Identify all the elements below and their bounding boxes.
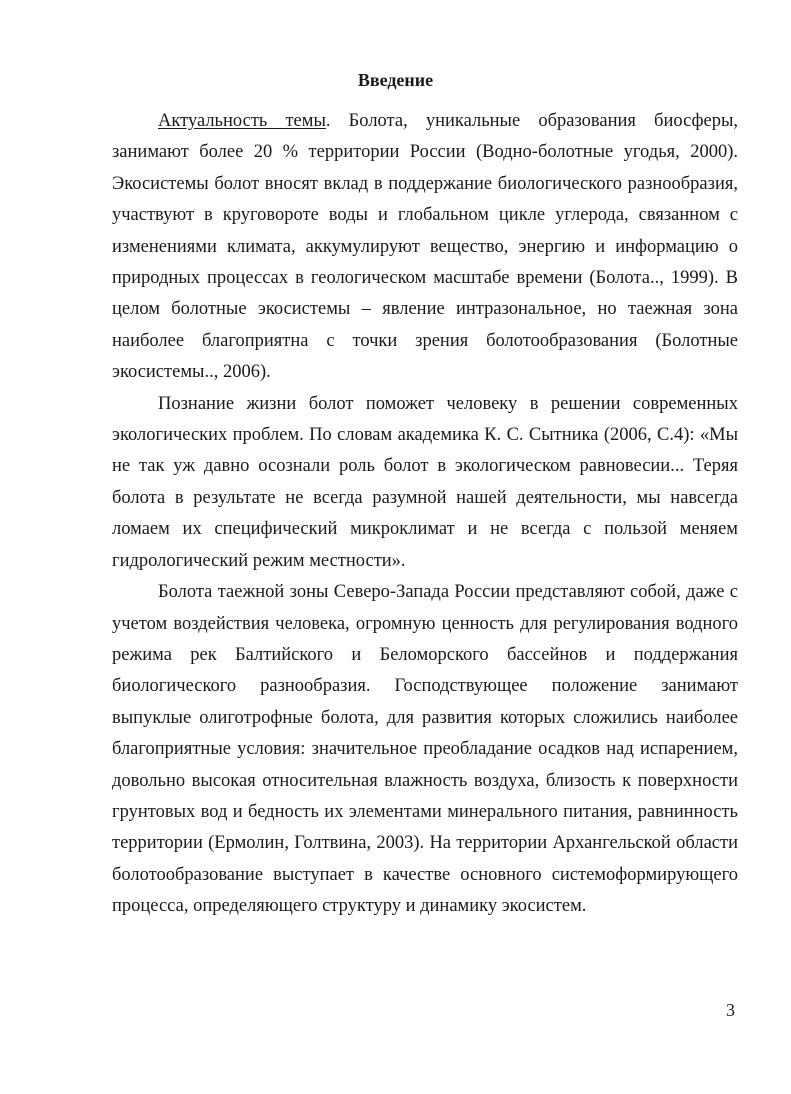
paragraph-taiga-bogs — [112, 577, 738, 922]
body-text — [112, 106, 738, 923]
paragraph-text: . Болота, уникальные образования биосферы, занимают более 20 % территории России (Водно-болотные угодья, 2000). Экосистемы болот вносят вклад в поддержание биологического разнообразия, участвуют в круговороте воды и глобальном цикле углерода, связанном с изменениями климата, аккумулируют вещество, энергию и информацию о природных процессах в геологическом масштабе времени (Болота.., 1999). В целом болотные экосистемы – явление интразональное, но таежная зона наиболее благоприятна с точки зрения болотообразования (Болотные экосистемы.., 2006). — [112, 111, 739, 383]
page-number: 3 — [726, 1000, 735, 1020]
relevance-lead: Актуальность темы — [158, 111, 326, 131]
section-heading: Введение — [357, 70, 434, 90]
paragraph-knowledge — [112, 389, 738, 577]
paragraph-relevance — [112, 106, 738, 389]
paragraph-text: Познание жизни болот поможет человеку в решении современных экологических проблем. По словам академика К. С. Сытника (2006, С.4): «Мы не так уж давно осознали роль болот в экологическом равновесии... Теряя болота в результате не всегда разумной нашей деятельности, мы навсегда ломаем их специфический микроклимат и не всегда с пользой меняем гидрологический режим местности». — [112, 393, 738, 571]
paragraph-text: Болота таежной зоны Северо-Запада России представляют собой, даже с учетом воздействия человека, огромную ценность для регулирования водного режима рек Балтийского и Беломорского бассейнов и поддержания биологического разнообразия. Господствующее положение занимают выпуклые олиготрофные болота, для развития которых сложились наиболее благоприятные условия: значительное преобладание осадков над испарением, довольно высокая относительная влажность воздуха, близость к поверхности грунтовых вод и бедность их элементами минерального питания, равнинность территории (Ермолин, Голтвина, 2003). На территории Архангельской области болотообразование выступает в качестве основного системоформирующего процесса, определяющего структуру и динамику экосистем. — [112, 582, 738, 917]
